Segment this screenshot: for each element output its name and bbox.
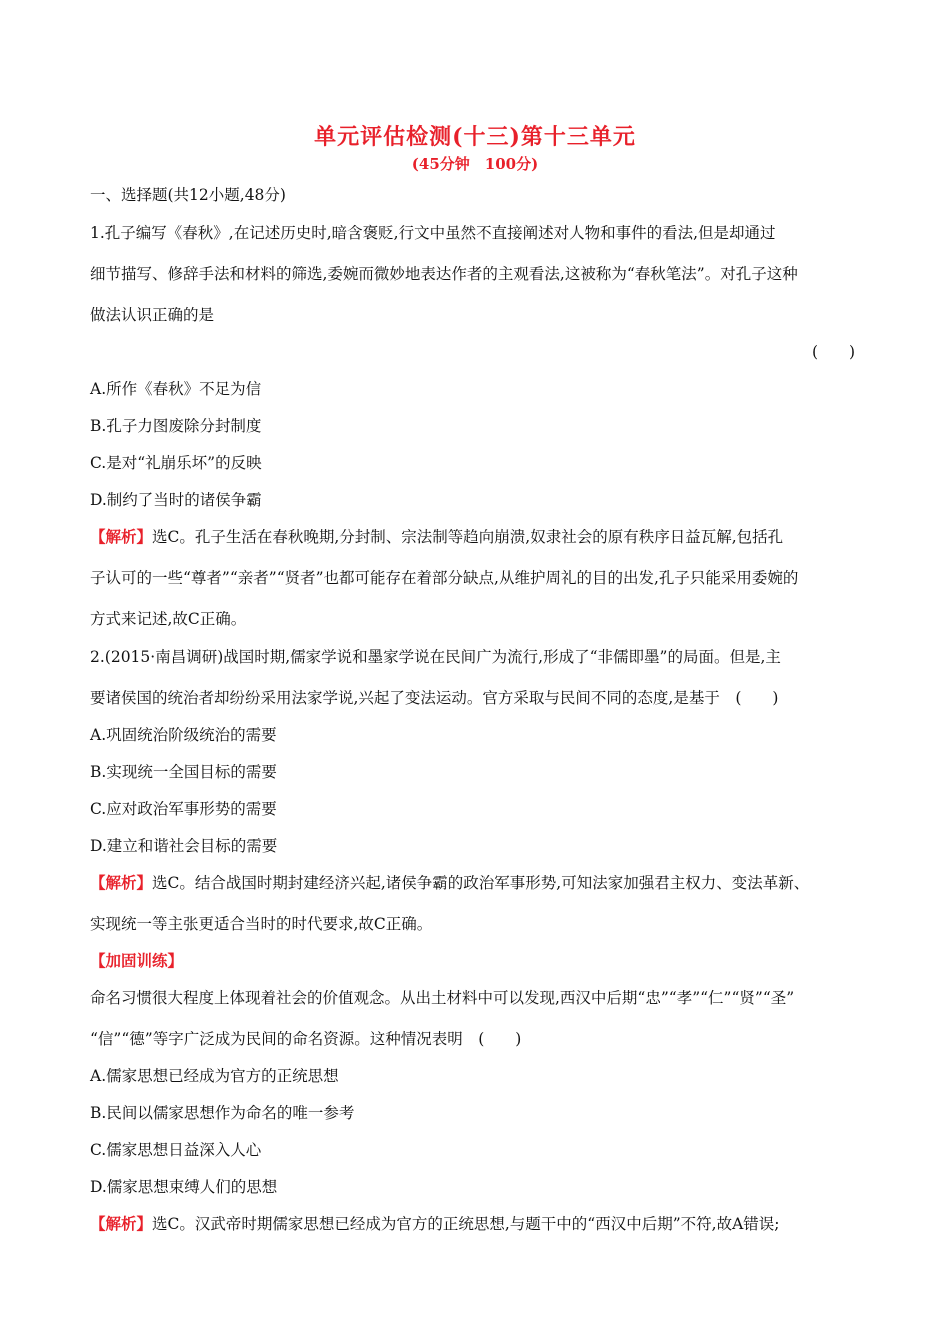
q1-option-d: D.制约了当时的诸侯争霸 xyxy=(90,491,262,509)
q2-analysis-line-1 xyxy=(90,873,809,893)
q1-stem-line-1: 1.孔子编写《春秋》,在记述历史时,暗含褒贬,行文中虽然不直接阐述对人物和事件的看法,但是却通过 xyxy=(90,224,776,242)
q1-analysis-line-1 xyxy=(90,527,783,547)
reinforce-option-d: D.儒家思想束缚人们的思想 xyxy=(90,1178,278,1196)
q1-analysis-line-2: 子认可的一些“尊者”“亲者”“贤者”也都可能存在着部分缺点,从维护周礼的目的出发,孔子只能采用委婉的 xyxy=(90,569,799,587)
reinforce-analysis-text-1: 选C。汉武帝时期儒家思想已经成为官方的正统思想,与题干中的“西汉中后期”不符,故A错误; xyxy=(152,1215,780,1233)
reinforce-stem-line-1: 命名习惯很大程度上体现着社会的价值观念。从出土材料中可以发现,西汉中后期“忠”“孝”“仁”“贤”“圣” xyxy=(90,989,795,1007)
q1-analysis-line-3: 方式来记述,故C正确。 xyxy=(90,610,247,628)
section-heading: 一、选择题(共12小题,48分) xyxy=(90,186,286,204)
q1-stem-line-3: 做法认识正确的是 xyxy=(90,306,215,324)
q1-option-c: C.是对“礼崩乐坏”的反映 xyxy=(90,454,262,472)
q1-stem-line-2: 细节描写、修辞手法和材料的筛选,委婉而微妙地表达作者的主观看法,这被称为“春秋笔法”。对孔子这种 xyxy=(90,265,798,283)
reinforce-option-a: A.儒家思想已经成为官方的正统思想 xyxy=(90,1067,339,1085)
reinforce-tag: 【加固训练】 xyxy=(90,951,184,970)
reinforce-option-b: B.民间以儒家思想作为命名的唯一参考 xyxy=(90,1104,355,1122)
q1-option-b: B.孔子力图废除分封制度 xyxy=(90,417,262,435)
reinforce-stem-line-2: “信”“德”等字广泛成为民间的命名资源。这种情况表明 ( ) xyxy=(90,1030,522,1048)
q2-option-a: A.巩固统治阶级统治的需要 xyxy=(90,726,277,744)
q2-option-b: B.实现统一全国目标的需要 xyxy=(90,763,277,781)
q1-analysis-text-1: 选C。孔子生活在春秋晚期,分封制、宗法制等趋向崩溃,奴隶社会的原有秩序日益瓦解,包括孔 xyxy=(152,528,784,546)
q2-analysis-text-1: 选C。结合战国时期封建经济兴起,诸侯争霸的政治军事形势,可知法家加强君主权力、变法革新、 xyxy=(152,874,810,892)
reinforce-analysis-tag: 【解析】 xyxy=(90,1214,153,1233)
document-title: 单元评估检测(十三)第十三单元 xyxy=(314,124,636,150)
q2-stem-line-2: 要诸侯国的统治者却纷纷采用法家学说,兴起了变法运动。官方采取与民间不同的态度,是基于 ( ) xyxy=(90,689,779,707)
document-subtitle: (45分钟 100分) xyxy=(411,155,539,173)
reinforce-analysis-line-1 xyxy=(90,1214,780,1234)
q1-analysis-tag: 【解析】 xyxy=(90,527,153,546)
q2-option-d: D.建立和谐社会目标的需要 xyxy=(90,837,278,855)
q2-stem-line-1: 2.(2015·南昌调研)战国时期,儒家学说和墨家学说在民间广为流行,形成了“非儒即墨”的局面。但是,主 xyxy=(90,648,781,666)
q2-option-c: C.应对政治军事形势的需要 xyxy=(90,800,277,818)
reinforce-option-c: C.儒家思想日益深入人心 xyxy=(90,1141,262,1159)
q2-analysis-line-2: 实现统一等主张更适合当时的时代要求,故C正确。 xyxy=(90,915,433,933)
q1-option-a: A.所作《春秋》不足为信 xyxy=(90,380,262,398)
q2-analysis-tag: 【解析】 xyxy=(90,873,153,892)
q1-answer-blank: ( ) xyxy=(812,343,856,361)
